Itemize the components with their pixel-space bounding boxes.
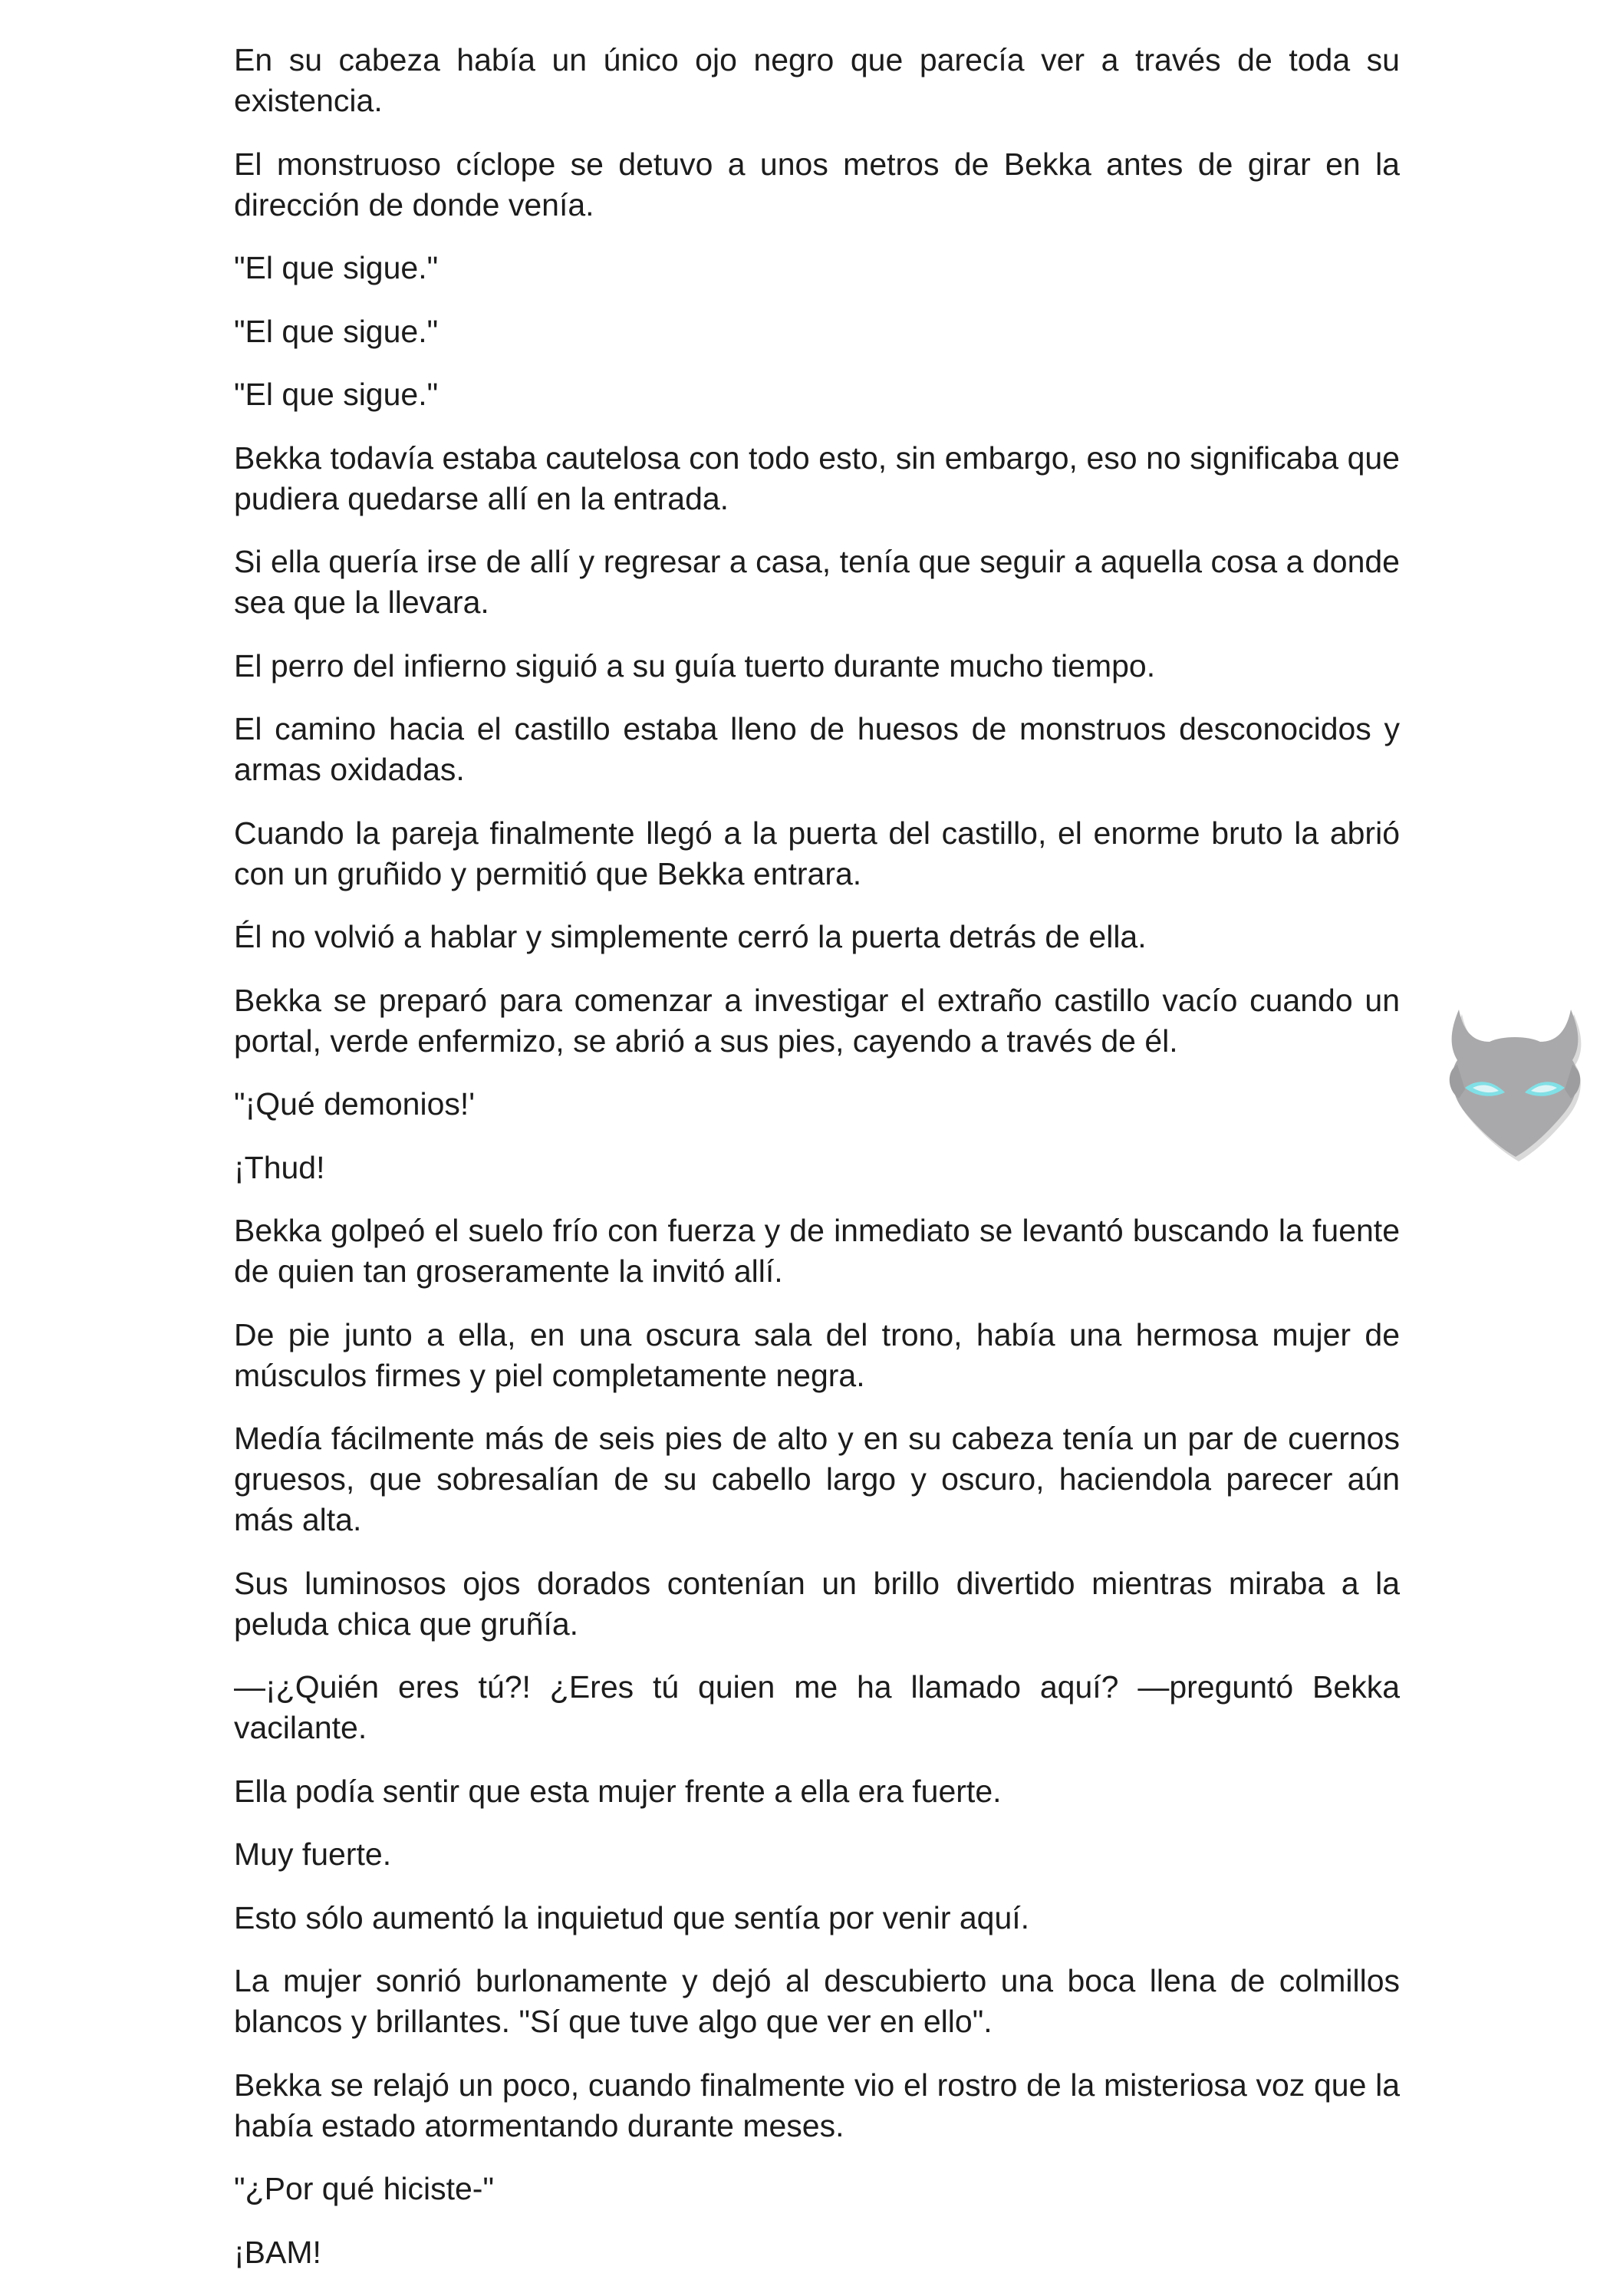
paragraph: El monstruoso cíclope se detuvo a unos metros de Bekka antes de girar en la dirección de donde venía. (234, 146, 1400, 222)
demon-head-watermark (1442, 997, 1588, 1166)
demon-head-shape (1452, 1010, 1579, 1157)
paragraph: De pie junto a ella, en una oscura sala del trono, había una hermosa mujer de músculos firmes y piel completamente negra. (234, 1316, 1400, 1393)
demon-head-icon (1442, 997, 1588, 1166)
paragraph: En su cabeza había un único ojo negro que parecía ver a través de toda su existencia. (234, 42, 1400, 118)
paragraph: "¡Qué demonios!' (234, 1086, 476, 1122)
document-body (234, 40, 1400, 2295)
paragraph: Muy fuerte. (234, 1836, 392, 1872)
paragraph: Cuando la pareja finalmente llegó a la puerta del castillo, el enorme bruto la abrió con un gruñido y permitió que Bekka entrara. (234, 815, 1400, 891)
paragraph: Bekka se relajó un poco, cuando finalmente vio el rostro de la misteriosa voz que la había estado atormentando durante meses. (234, 2067, 1400, 2143)
paragraph: Bekka golpeó el suelo frío con fuerza y de inmediato se levantó buscando la fuente de quien tan groseramente la invitó allí. (234, 1213, 1400, 1289)
paragraph: El camino hacia el castillo estaba lleno de huesos de monstruos desconocidos y armas oxidadas. (234, 711, 1400, 787)
paragraph: Bekka todavía estaba cautelosa con todo esto, sin embargo, eso no significaba que pudiera quedarse allí en la entrada. (234, 440, 1400, 516)
paragraph: La mujer sonrió burlonamente y dejó al descubierto una boca llena de colmillos blancos y brillantes. "Sí que tuve algo que ver en ello". (234, 1963, 1400, 2039)
paragraph: Sus luminosos ojos dorados contenían un brillo divertido mientras miraba a la peluda chica que gruñía. (234, 1565, 1400, 1642)
paragraph: "El que sigue." (234, 250, 439, 285)
paragraph: "¿Por qué hiciste-" (234, 2171, 495, 2206)
paragraph: Ella podía sentir que esta mujer frente a ella era fuerte. (234, 1773, 1002, 1809)
paragraph: Si ella quería irse de allí y regresar a casa, tenía que seguir a aquella cosa a donde sea que la llevara. (234, 544, 1400, 620)
paragraph: "El que sigue." (234, 377, 439, 412)
paragraph: "El que sigue." (234, 313, 439, 349)
paragraph: Esto sólo aumentó la inquietud que sentía por venir aquí. (234, 1899, 1030, 1935)
paragraph: Él no volvió a hablar y simplemente cerró la puerta detrás de ella. (234, 919, 1147, 954)
paragraph: Medía fácilmente más de seis pies de alto y en su cabeza tenía un par de cuernos gruesos, que sobresalían de su cabello largo y oscuro, haciendola parecer aún más alta. (234, 1421, 1400, 1537)
paragraph: ¡BAM! (234, 2234, 321, 2270)
paragraph: Bekka se preparó para comenzar a investigar el extraño castillo vacío cuando un portal, verde enfermizo, se abrió a sus pies, cayendo a través de él. (234, 982, 1400, 1059)
paragraph: —¡¿Quién eres tú?! ¿Eres tú quien me ha llamado aquí? —preguntó Bekka vacilante. (234, 1669, 1400, 1745)
paragraph: El perro del infierno siguió a su guía tuerto durante mucho tiempo. (234, 647, 1156, 684)
paragraph: ¡Thud! (234, 1149, 325, 1185)
